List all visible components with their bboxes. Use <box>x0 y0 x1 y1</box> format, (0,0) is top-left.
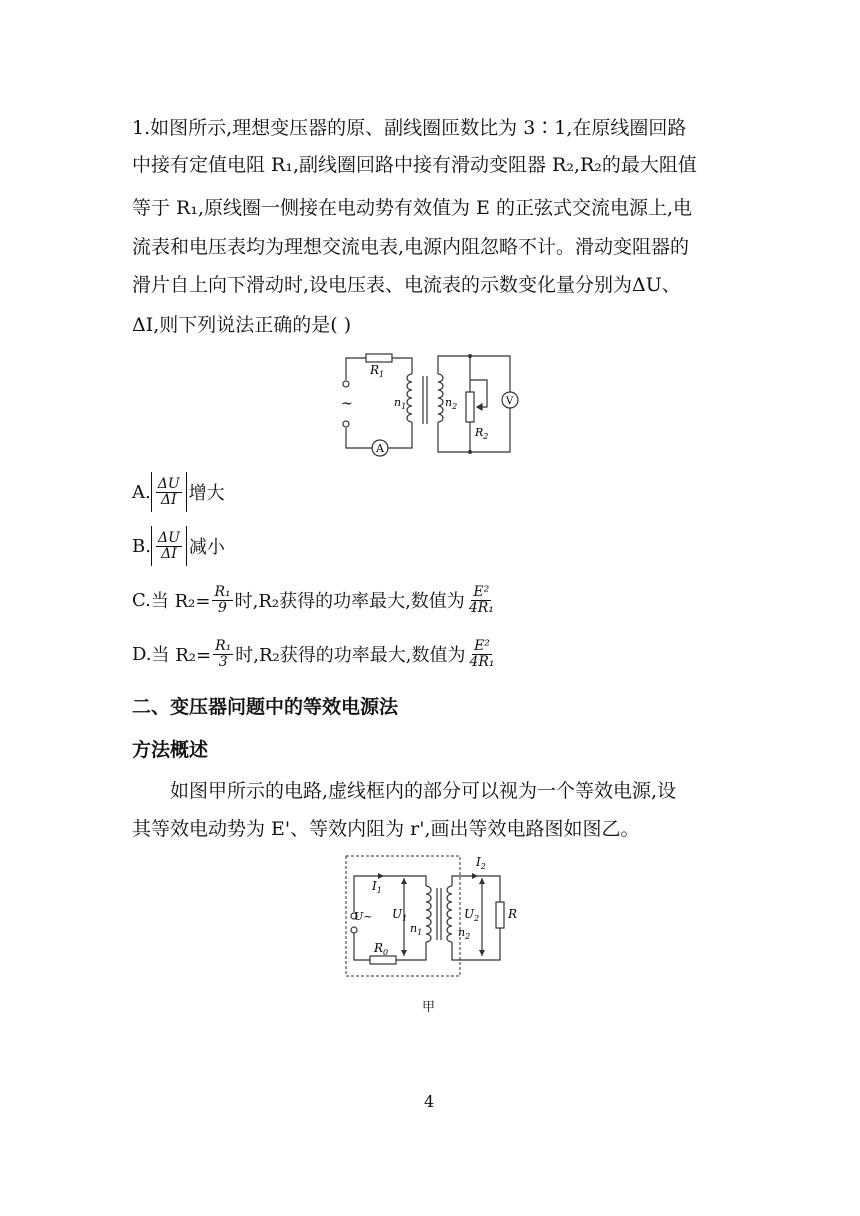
label-n1: $n_1$ <box>410 922 423 937</box>
label-r1: $R_1$ <box>370 363 385 379</box>
label-i1: $I_1$ <box>372 879 382 895</box>
option-a[interactable] <box>132 470 225 514</box>
fraction-denominator: 4R₁ <box>468 599 494 616</box>
option-c-fraction-2 <box>467 585 496 616</box>
resistor-r <box>496 902 504 928</box>
question-line-5: 滑片自上向下滑动时,设电压表、电流表的示数变化量分别为ΔU、 <box>132 274 681 296</box>
option-b-abs-fraction <box>151 526 187 566</box>
option-c-text: 时,R₂获得的功率最大,数值为 <box>234 591 465 612</box>
option-d-fraction <box>213 639 233 670</box>
fraction-denominator: 4R₁ <box>469 653 495 670</box>
figure-caption: 甲 <box>422 1000 436 1015</box>
option-b[interactable] <box>132 524 225 568</box>
option-a-abs-fraction <box>151 472 187 512</box>
option-d[interactable] <box>132 632 499 676</box>
label-n2: $n_2$ <box>445 396 458 411</box>
sub-heading: 方法概述 <box>132 739 209 761</box>
fraction-numerator: R₁ <box>215 637 232 654</box>
fraction-numerator: R₁ <box>214 583 231 600</box>
option-b-label: B. <box>132 535 151 557</box>
fraction-denominator: ΔI <box>161 545 177 562</box>
figure-transformer-circuit <box>332 350 522 462</box>
question-line-1: 1.如图所示,理想变压器的原、副线圈匝数比为 3∶1,在原线圈回路 <box>132 117 687 139</box>
option-d-pre: 当 R₂= <box>151 645 212 666</box>
figure-equivalent-source <box>340 852 530 980</box>
label-i2: $I_2$ <box>476 855 486 871</box>
option-b-text: 减小 <box>188 537 225 558</box>
fraction-numerator: ΔU <box>157 529 180 546</box>
fraction-denominator: 3 <box>218 653 228 670</box>
label-u2: $U_2$ <box>464 907 480 923</box>
label-r2: $R_2$ <box>475 426 489 441</box>
label-u1: $U_1$ <box>392 907 408 923</box>
label-r: R <box>508 907 518 921</box>
option-c-label: C. <box>132 589 151 611</box>
page-number: 4 <box>424 1092 435 1111</box>
option-d-fraction-2 <box>467 639 496 670</box>
question-line-4: 流表和电压表均为理想交流电表,电源内阻忽略不计。滑动变阻器的 <box>132 236 690 258</box>
fraction-numerator: E² <box>473 583 490 600</box>
question-line-6: ΔI,则下列说法正确的是( ) <box>132 314 352 336</box>
label-u-source: U~ <box>354 910 373 923</box>
question-line-3: 等于 R₁,原线圈一侧接在电动势有效值为 E 的正弦式交流电源上,电 <box>132 197 692 219</box>
method-line-1: 如图甲所示的电路,虚线框内的部分可以视为一个等效电源,设 <box>170 780 677 802</box>
label-n1: $n_1$ <box>394 396 407 411</box>
question-line-2: 中接有定值电阻 R₁,副线圈回路中接有滑动变阻器 R₂,R₂的最大阻值 <box>132 154 697 176</box>
resistor-r0 <box>370 956 396 964</box>
section-heading: 二、变压器问题中的等效电源法 <box>132 696 399 718</box>
voltmeter-label: V <box>506 396 514 407</box>
option-c[interactable] <box>132 578 498 622</box>
option-d-text: 时,R₂获得的功率最大,数值为 <box>235 645 466 666</box>
option-a-label: A. <box>132 481 151 503</box>
rheostat-r2 <box>466 392 474 422</box>
ac-source-symbol: ~ <box>341 396 353 412</box>
option-a-text: 增大 <box>188 483 225 504</box>
fraction-denominator: 9 <box>218 599 227 616</box>
option-c-fraction <box>212 585 232 616</box>
option-c-pre: 当 R₂= <box>150 591 211 612</box>
method-line-2: 其等效电动势为 E'、等效内阻为 r',画出等效电路图如图乙。 <box>132 818 640 840</box>
resistor-r1 <box>366 354 392 362</box>
fraction-denominator: ΔI <box>160 491 177 508</box>
fraction-numerator: E² <box>474 637 490 654</box>
ammeter-label: A <box>376 442 384 455</box>
fraction-numerator: ΔU <box>157 475 180 492</box>
label-r0: $R_0$ <box>374 941 389 957</box>
option-d-label: D. <box>132 643 152 665</box>
label-n2: $n_2$ <box>458 926 471 941</box>
